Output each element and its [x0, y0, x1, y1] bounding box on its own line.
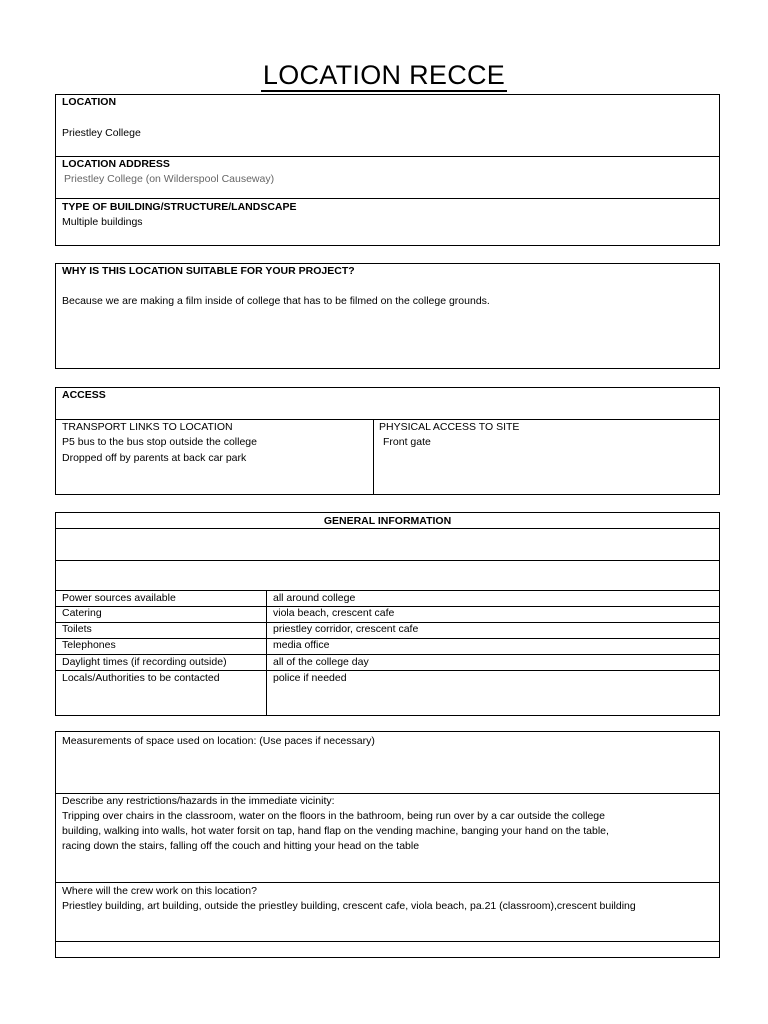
divider — [56, 882, 719, 883]
location-address-value: Priestley College (on Wilderspool Causeway) — [64, 173, 275, 185]
table-row-label: Catering — [62, 607, 102, 619]
location-value: Priestley College — [62, 127, 141, 139]
hazards-line3: racing down the stairs, falling off the couch and hitting your head on the table — [62, 840, 420, 852]
hazards-line1: Tripping over chairs in the classroom, water on the floors in the bathroom, being run over by a car outside the college — [62, 810, 605, 822]
table-row-value: viola beach, crescent cafe — [273, 607, 395, 619]
divider — [56, 528, 719, 529]
table-row-value: all around college — [273, 592, 356, 604]
suitability-label: WHY IS THIS LOCATION SUITABLE FOR YOUR PROJECT? — [62, 265, 355, 277]
divider — [56, 941, 719, 942]
access-label: ACCESS — [62, 389, 106, 401]
hazards-line2: building, walking into walls, hot water forsit on tap, hand flap on the vending machine, banging your hand on the table, — [62, 825, 609, 837]
divider — [56, 638, 719, 639]
details-section — [55, 731, 720, 958]
table-row-value: all of the college day — [273, 656, 369, 668]
suitability-section — [55, 263, 720, 369]
crew-work-label: Where will the crew work on this location? — [62, 885, 257, 897]
crew-work-value: Priestley building, art building, outside the priestley building, crescent cafe, viola beach, pa.21 (classroom),crescent building — [62, 900, 636, 912]
table-row-label: Toilets — [62, 623, 92, 635]
table-row-value: priestley corridor, crescent cafe — [273, 623, 419, 635]
building-type-value: Multiple buildings — [62, 216, 143, 228]
physical-access-label: PHYSICAL ACCESS TO SITE — [379, 421, 520, 433]
transport-links-line2: Dropped off by parents at back car park — [62, 452, 247, 464]
general-info-heading: GENERAL INFORMATION — [323, 515, 452, 527]
table-row-label: Telephones — [62, 639, 116, 651]
general-info-section — [55, 512, 720, 716]
divider — [266, 590, 267, 715]
divider — [56, 198, 719, 199]
building-type-label: TYPE OF BUILDING/STRUCTURE/LANDSCAPE — [62, 201, 297, 213]
divider — [373, 419, 374, 494]
hazards-label: Describe any restrictions/hazards in the immediate vicinity: — [62, 795, 335, 807]
access-section — [55, 387, 720, 495]
suitability-value: Because we are making a film inside of college that has to be filmed on the college grounds. — [62, 295, 490, 307]
measurements-label: Measurements of space used on location: (Use paces if necessary) — [62, 735, 375, 747]
transport-links-line1: P5 bus to the bus stop outside the college — [62, 436, 257, 448]
table-row-label: Locals/Authorities to be contacted — [62, 672, 220, 684]
physical-access-value: Front gate — [383, 436, 431, 448]
table-row-value: media office — [273, 639, 330, 651]
divider — [56, 560, 719, 561]
location-section — [55, 94, 720, 246]
table-row-value: police if needed — [273, 672, 347, 684]
table-row-label: Daylight times (if recording outside) — [62, 656, 227, 668]
page-title — [0, 60, 768, 92]
location-label: LOCATION — [62, 96, 117, 108]
page-title-text: LOCATION RECCE — [262, 60, 506, 90]
location-address-label: LOCATION ADDRESS — [62, 158, 170, 170]
transport-links-label: TRANSPORT LINKS TO LOCATION — [62, 421, 233, 433]
table-row-label: Power sources available — [62, 592, 176, 604]
